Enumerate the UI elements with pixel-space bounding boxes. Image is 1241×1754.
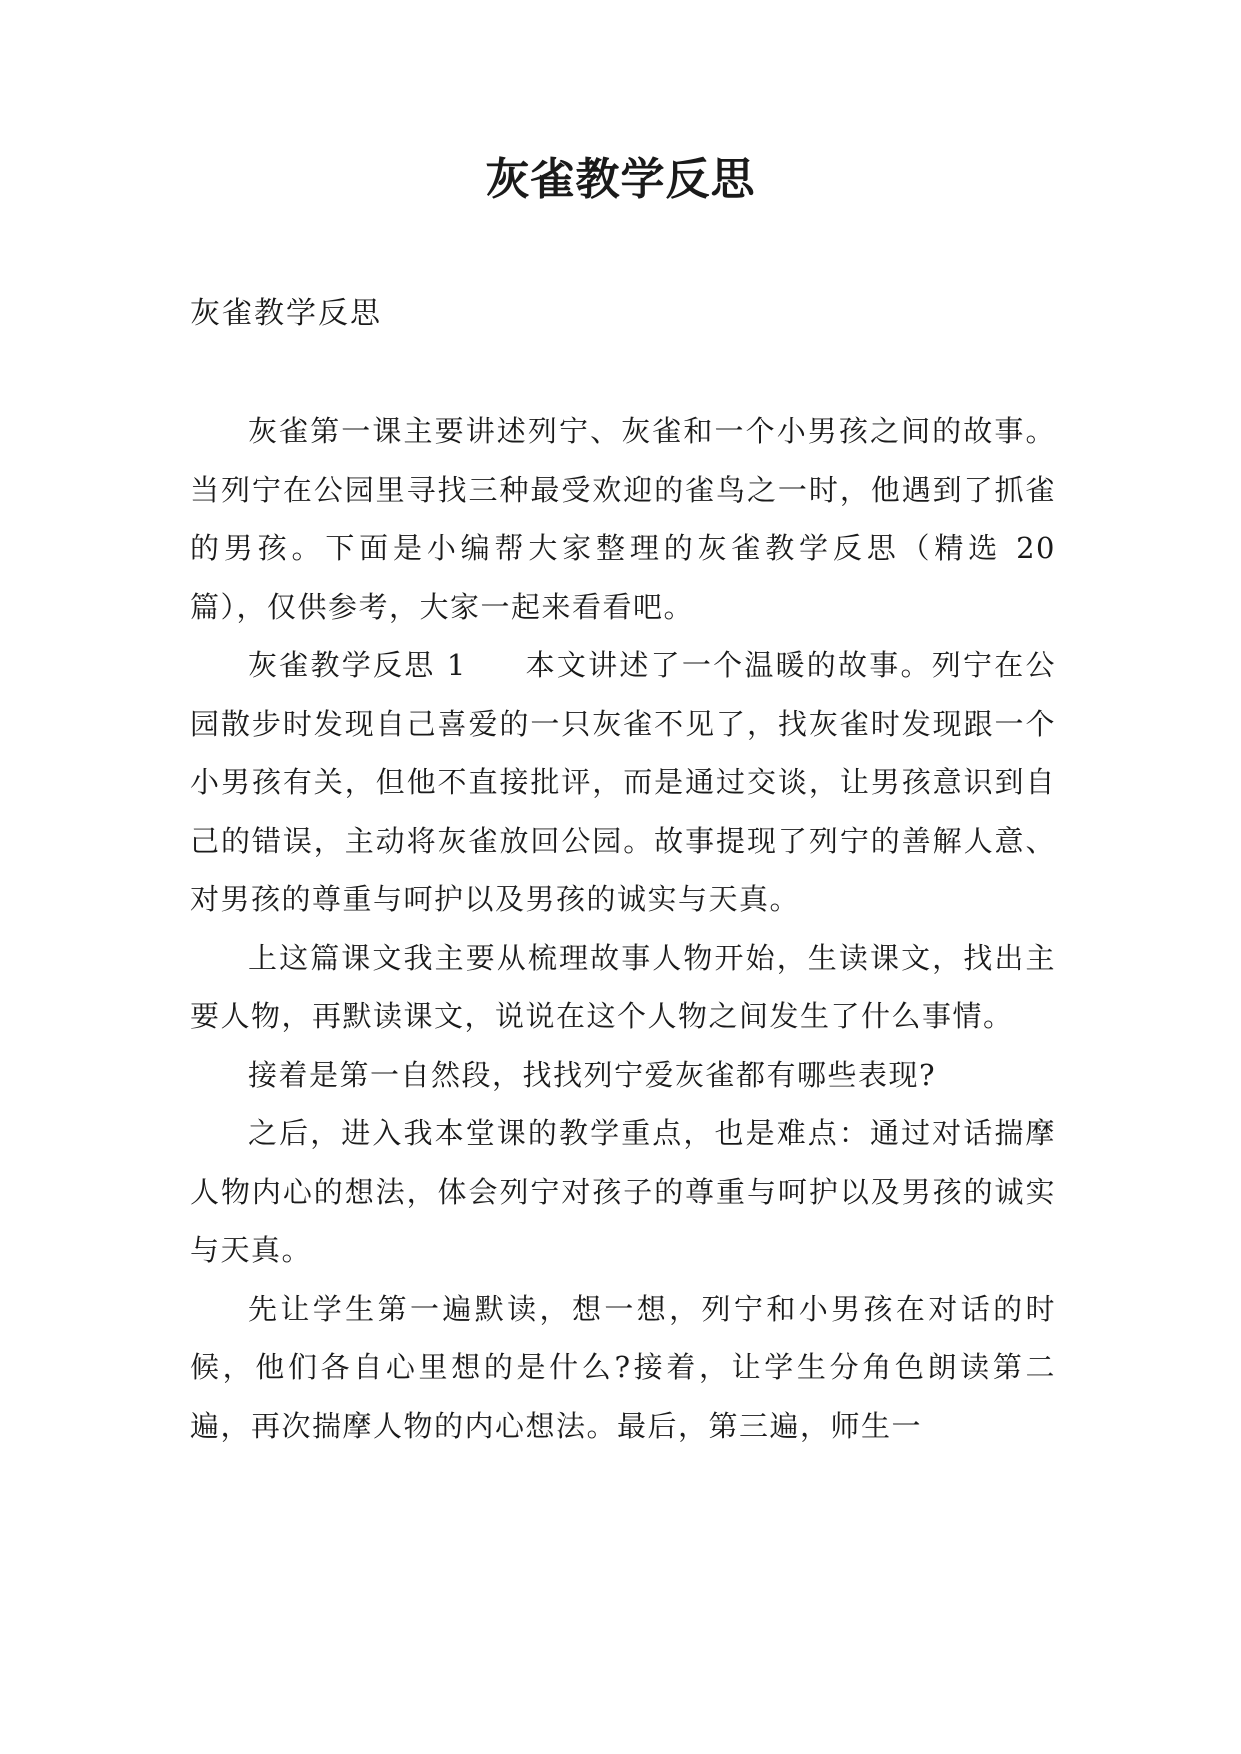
document-title: 灰雀教学反思	[485, 154, 756, 205]
paragraph-reflection-1	[190, 636, 1056, 929]
paragraph-text: 之后，进入我本堂课的教学重点，也是难点：通过对话揣摩人物内心的想法，体会列宁对孩子的尊重与呵护以及男孩的诚实与天真。	[190, 1116, 1056, 1267]
section-label: 灰雀教学反思 1	[248, 648, 467, 682]
paragraph-text: 灰雀第一课主要讲述列宁、灰雀和一个小男孩之间的故事。当列宁在公园里寻找三种最受欢迎的雀鸟之一时，他遇到了抓雀的男孩。下面是小编帮大家整理的灰雀教学反思（精选 20 篇），仅供参考，大家一起来看看吧。	[190, 414, 1056, 624]
paragraph-text: 本文讲述了一个温暖的故事。列宁在公园散步时发现自己喜爱的一只灰雀不见了，找灰雀时发现跟一个小男孩有关，但他不直接批评，而是通过交谈，让男孩意识到自己的错误，主动将灰雀放回公园。故事提现了列宁的善解人意、对男孩的尊重与呵护以及男孩的诚实与天真。	[190, 648, 1056, 916]
paragraph-4	[190, 1046, 1056, 1105]
paragraph-text: 先让学生第一遍默读，想一想，列宁和小男孩在对话的时候，他们各自心里想的是什么?接着，让学生分角色朗读第二遍，再次揣摩人物的内心想法。最后，第三遍，师生一	[190, 1291, 1056, 1443]
paragraph-intro	[190, 402, 1056, 636]
document-subtitle: 灰雀教学反思	[190, 296, 382, 331]
document-body	[190, 402, 1056, 1455]
paragraph-3	[190, 929, 1056, 1046]
paragraph-6	[190, 1280, 1056, 1456]
paragraph-5	[190, 1104, 1056, 1280]
paragraph-text: 接着是第一自然段，找找列宁爱灰雀都有哪些表现?	[248, 1057, 937, 1092]
paragraph-text: 上这篇课文我主要从梳理故事人物开始，生读课文，找出主要人物，再默读课文，说说在这个人物之间发生了什么事情。	[190, 940, 1056, 1033]
